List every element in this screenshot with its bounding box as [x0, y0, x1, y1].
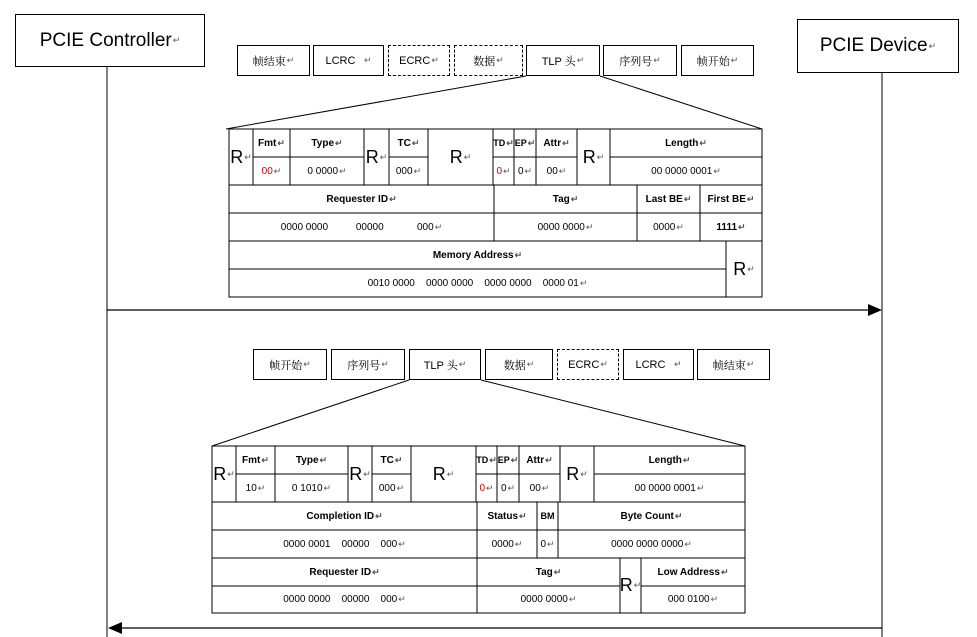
completion-field-data: 数据 ↵: [485, 349, 553, 380]
completion-bm-value: 0 ↵: [540, 538, 555, 550]
request-field-ecrc: ECRC ↵: [388, 45, 450, 76]
device-label: PCIE Device: [819, 35, 928, 56]
completion-r-1: R ↵: [349, 463, 371, 484]
completion-tag-value: 0000 0000 ↵: [520, 594, 577, 605]
request-expand-left: [226, 76, 526, 129]
completion-arrowhead: [108, 622, 122, 634]
completion-expand-right: [481, 380, 745, 446]
completion-attr-value: 00 ↵: [529, 482, 550, 494]
request-memory-address-value: 0010 0000 0000 0000 0000 0000 0000 01 ↵: [367, 277, 588, 289]
completion-r-3: R ↵: [566, 463, 588, 484]
completion-type-label: Type ↵: [295, 454, 328, 466]
request-r-2: R ↵: [449, 146, 472, 167]
request-r-0: R ↵: [230, 146, 252, 167]
request-requester-id-label: Requester ID ↵: [326, 193, 397, 205]
request-type-label: Type ↵: [311, 137, 343, 149]
completion-field-sequence: 序列号 ↵: [331, 349, 405, 380]
completion-low-address-label: Low Address ↵: [657, 566, 729, 578]
request-type-value: 0 0000 ↵: [307, 165, 347, 177]
completion-byte-count-label: Byte Count ↵: [620, 510, 683, 522]
completion-id-label: Completion ID ↵: [306, 510, 383, 522]
completion-field-ecrc: ECRC ↵: [557, 349, 619, 380]
completion-r-0: R ↵: [213, 463, 235, 484]
request-first-be-label: First BE ↵: [707, 193, 755, 205]
request-fmt-label: Fmt ↵: [258, 137, 285, 149]
request-tag-value: 0000 0000 ↵: [537, 221, 594, 233]
completion-attr-label: Attr ↵: [526, 454, 553, 466]
completion-byte-count-value: 0000 0000 0000 ↵: [611, 538, 692, 550]
request-field-end: 帧结束 ↵: [237, 45, 310, 76]
request-r-1: R ↵: [365, 146, 388, 167]
completion-length-label: Length ↵: [648, 454, 691, 466]
request-tag-label: Tag ↵: [552, 193, 579, 205]
request-attr-value: 00 ↵: [546, 165, 567, 177]
completion-td-value: 0 ↵: [479, 482, 494, 494]
completion-field-end: 帧结束 ↵: [697, 349, 770, 380]
completion-fmt-value: 10 ↵: [245, 482, 266, 494]
completion-id-value: 0000 0001 00000 000 ↵: [283, 538, 406, 550]
request-field-sequence: 序列号 ↵: [603, 45, 677, 76]
completion-requester-id-value: 0000 0000 00000 000 ↵: [283, 594, 406, 605]
request-last-be-label: Last BE ↵: [645, 193, 692, 205]
completion-ep-label: EP ↵: [497, 454, 519, 465]
request-r-4: R ↵: [733, 258, 755, 279]
request-field-lcrc: LCRC ↵: [313, 45, 384, 76]
request-td-value: 0 ↵: [496, 165, 511, 177]
request-field-tlp-header: TLP 头 ↵: [526, 45, 600, 76]
completion-field-start: 帧开始 ↵: [253, 349, 327, 380]
request-requester-id-value: 0000 0000 00000 000 ↵: [280, 221, 443, 233]
completion-field-tlp-header: TLP 头 ↵: [409, 349, 481, 380]
request-r-3: R ↵: [582, 146, 605, 167]
completion-low-address-value: 000 0100 ↵: [667, 594, 719, 605]
request-first-be-value: 1111 ↵: [716, 221, 746, 233]
device-box: PCIE Device ↵: [797, 19, 959, 73]
completion-bm-label: BM: [540, 511, 555, 521]
completion-tag-label: Tag ↵: [535, 566, 562, 578]
completion-r-2: R ↵: [432, 463, 455, 484]
request-last-be-value: 0000 ↵: [653, 221, 684, 233]
completion-td-label: TD ↵: [476, 454, 497, 465]
completion-tc-label: TC ↵: [380, 454, 403, 466]
completion-tc-value: 000 ↵: [378, 482, 405, 494]
request-field-data: 数据 ↵: [454, 45, 523, 76]
completion-status-value: 0000 ↵: [491, 538, 523, 550]
completion-fmt-label: Fmt ↵: [242, 454, 269, 466]
request-field-start: 帧开始 ↵: [681, 45, 754, 76]
controller-box: PCIE Controller ↵: [15, 14, 205, 67]
request-length-value: 00 0000 0001 ↵: [651, 165, 721, 177]
request-tc-label: TC ↵: [397, 137, 420, 149]
request-attr-label: Attr ↵: [543, 137, 570, 149]
request-tc-value: 000 ↵: [395, 165, 422, 177]
completion-requester-id-label: Requester ID ↵: [309, 566, 380, 578]
request-ep-value: 0 ↵: [517, 165, 533, 177]
completion-r-4: R ↵: [619, 575, 642, 595]
request-length-label: Length ↵: [665, 137, 707, 149]
completion-expand-left: [212, 380, 409, 446]
completion-type-value: 0 1010 ↵: [291, 482, 332, 494]
request-td-label: TD ↵: [493, 137, 514, 148]
completion-field-lcrc: LCRC ↵: [623, 349, 694, 380]
request-expand-right: [600, 76, 762, 129]
request-ep-label: EP ↵: [514, 137, 536, 148]
request-fmt-value: 00 ↵: [261, 165, 282, 177]
request-arrowhead: [868, 304, 882, 316]
completion-status-label: Status ↵: [487, 510, 527, 522]
request-memory-address-label: Memory Address ↵: [432, 249, 523, 261]
completion-ep-value: 0 ↵: [500, 482, 516, 494]
controller-label: PCIE Controller: [39, 29, 172, 51]
completion-length-value: 00 0000 0001 ↵: [634, 482, 705, 494]
